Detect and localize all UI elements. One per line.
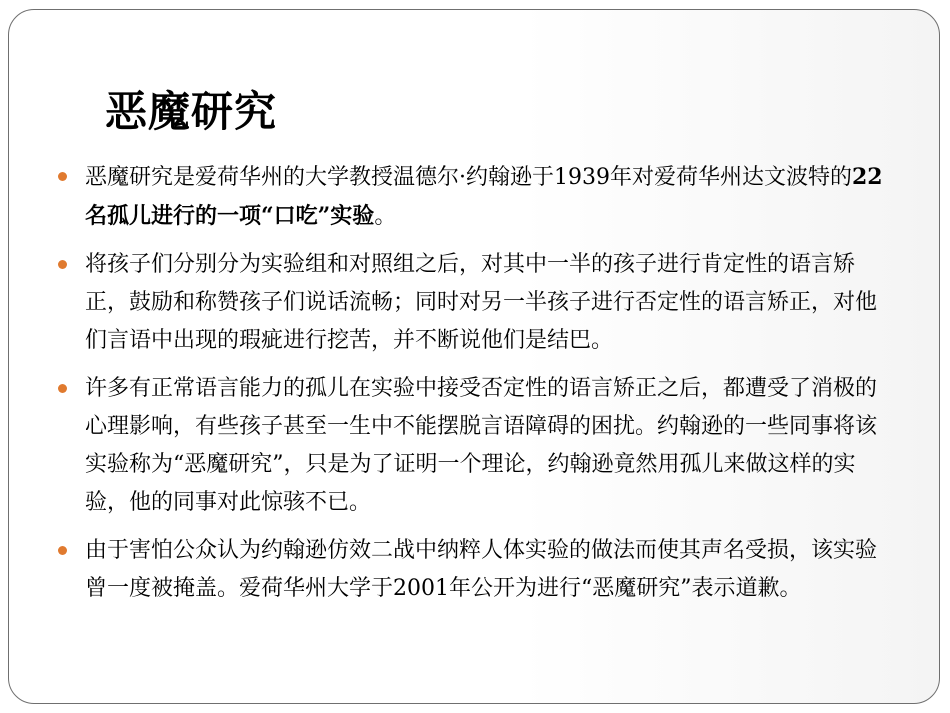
bullet-dot-icon bbox=[58, 172, 67, 181]
bullet-item bbox=[53, 370, 893, 522]
slide bbox=[8, 9, 940, 704]
slide-title: 恶魔研究 bbox=[105, 87, 278, 136]
bullet-text: 由于害怕公众认为约翰逊仿效二战中纳粹人体实验的做法而使其声名受损，该实验曾一度被掩盖。爱荷华州大学于2001年公开为进行“恶魔研究”表示道歉。 bbox=[85, 538, 878, 601]
bullet-text: 将孩子们分别分为实验组和对照组之后，对其中一半的孩子进行肯定性的语言矫正，鼓励和称赞孩子们说话流畅；同时对另一半孩子进行否定性的语言矫正，对他们言语中出现的瑕疵进行挖苦，并不断说他们是结巴。 bbox=[85, 252, 878, 353]
bullet-item bbox=[53, 246, 893, 360]
bullet-text: 恶魔研究是爱荷华州的大学教授温德尔·约翰逊于1939年对爱荷华州达文波特的 bbox=[85, 165, 852, 190]
bullet-text: 许多有正常语言能力的孤儿在实验中接受否定性的语言矫正之后，都遭受了消极的心理影响，有些孩子甚至一生中不能摆脱言语障碍的困扰。约翰逊的一些同事将该实验称为“恶魔研究”，只是为了证明一个理论，约翰逊竟然用孤儿来做这样的实验，他的同事对此惊骇不已。 bbox=[85, 376, 878, 515]
bullet-text-end: 。 bbox=[374, 204, 397, 229]
bullet-dot-icon bbox=[58, 546, 67, 555]
bullet-dot-icon bbox=[58, 260, 67, 269]
bullet-list bbox=[53, 158, 893, 618]
bullet-bold-text: 22名孤儿进行的一项“口吃”实验 bbox=[85, 164, 883, 229]
bullet-dot-icon bbox=[58, 384, 67, 393]
bullet-item bbox=[53, 158, 893, 236]
bullet-item bbox=[53, 532, 893, 608]
